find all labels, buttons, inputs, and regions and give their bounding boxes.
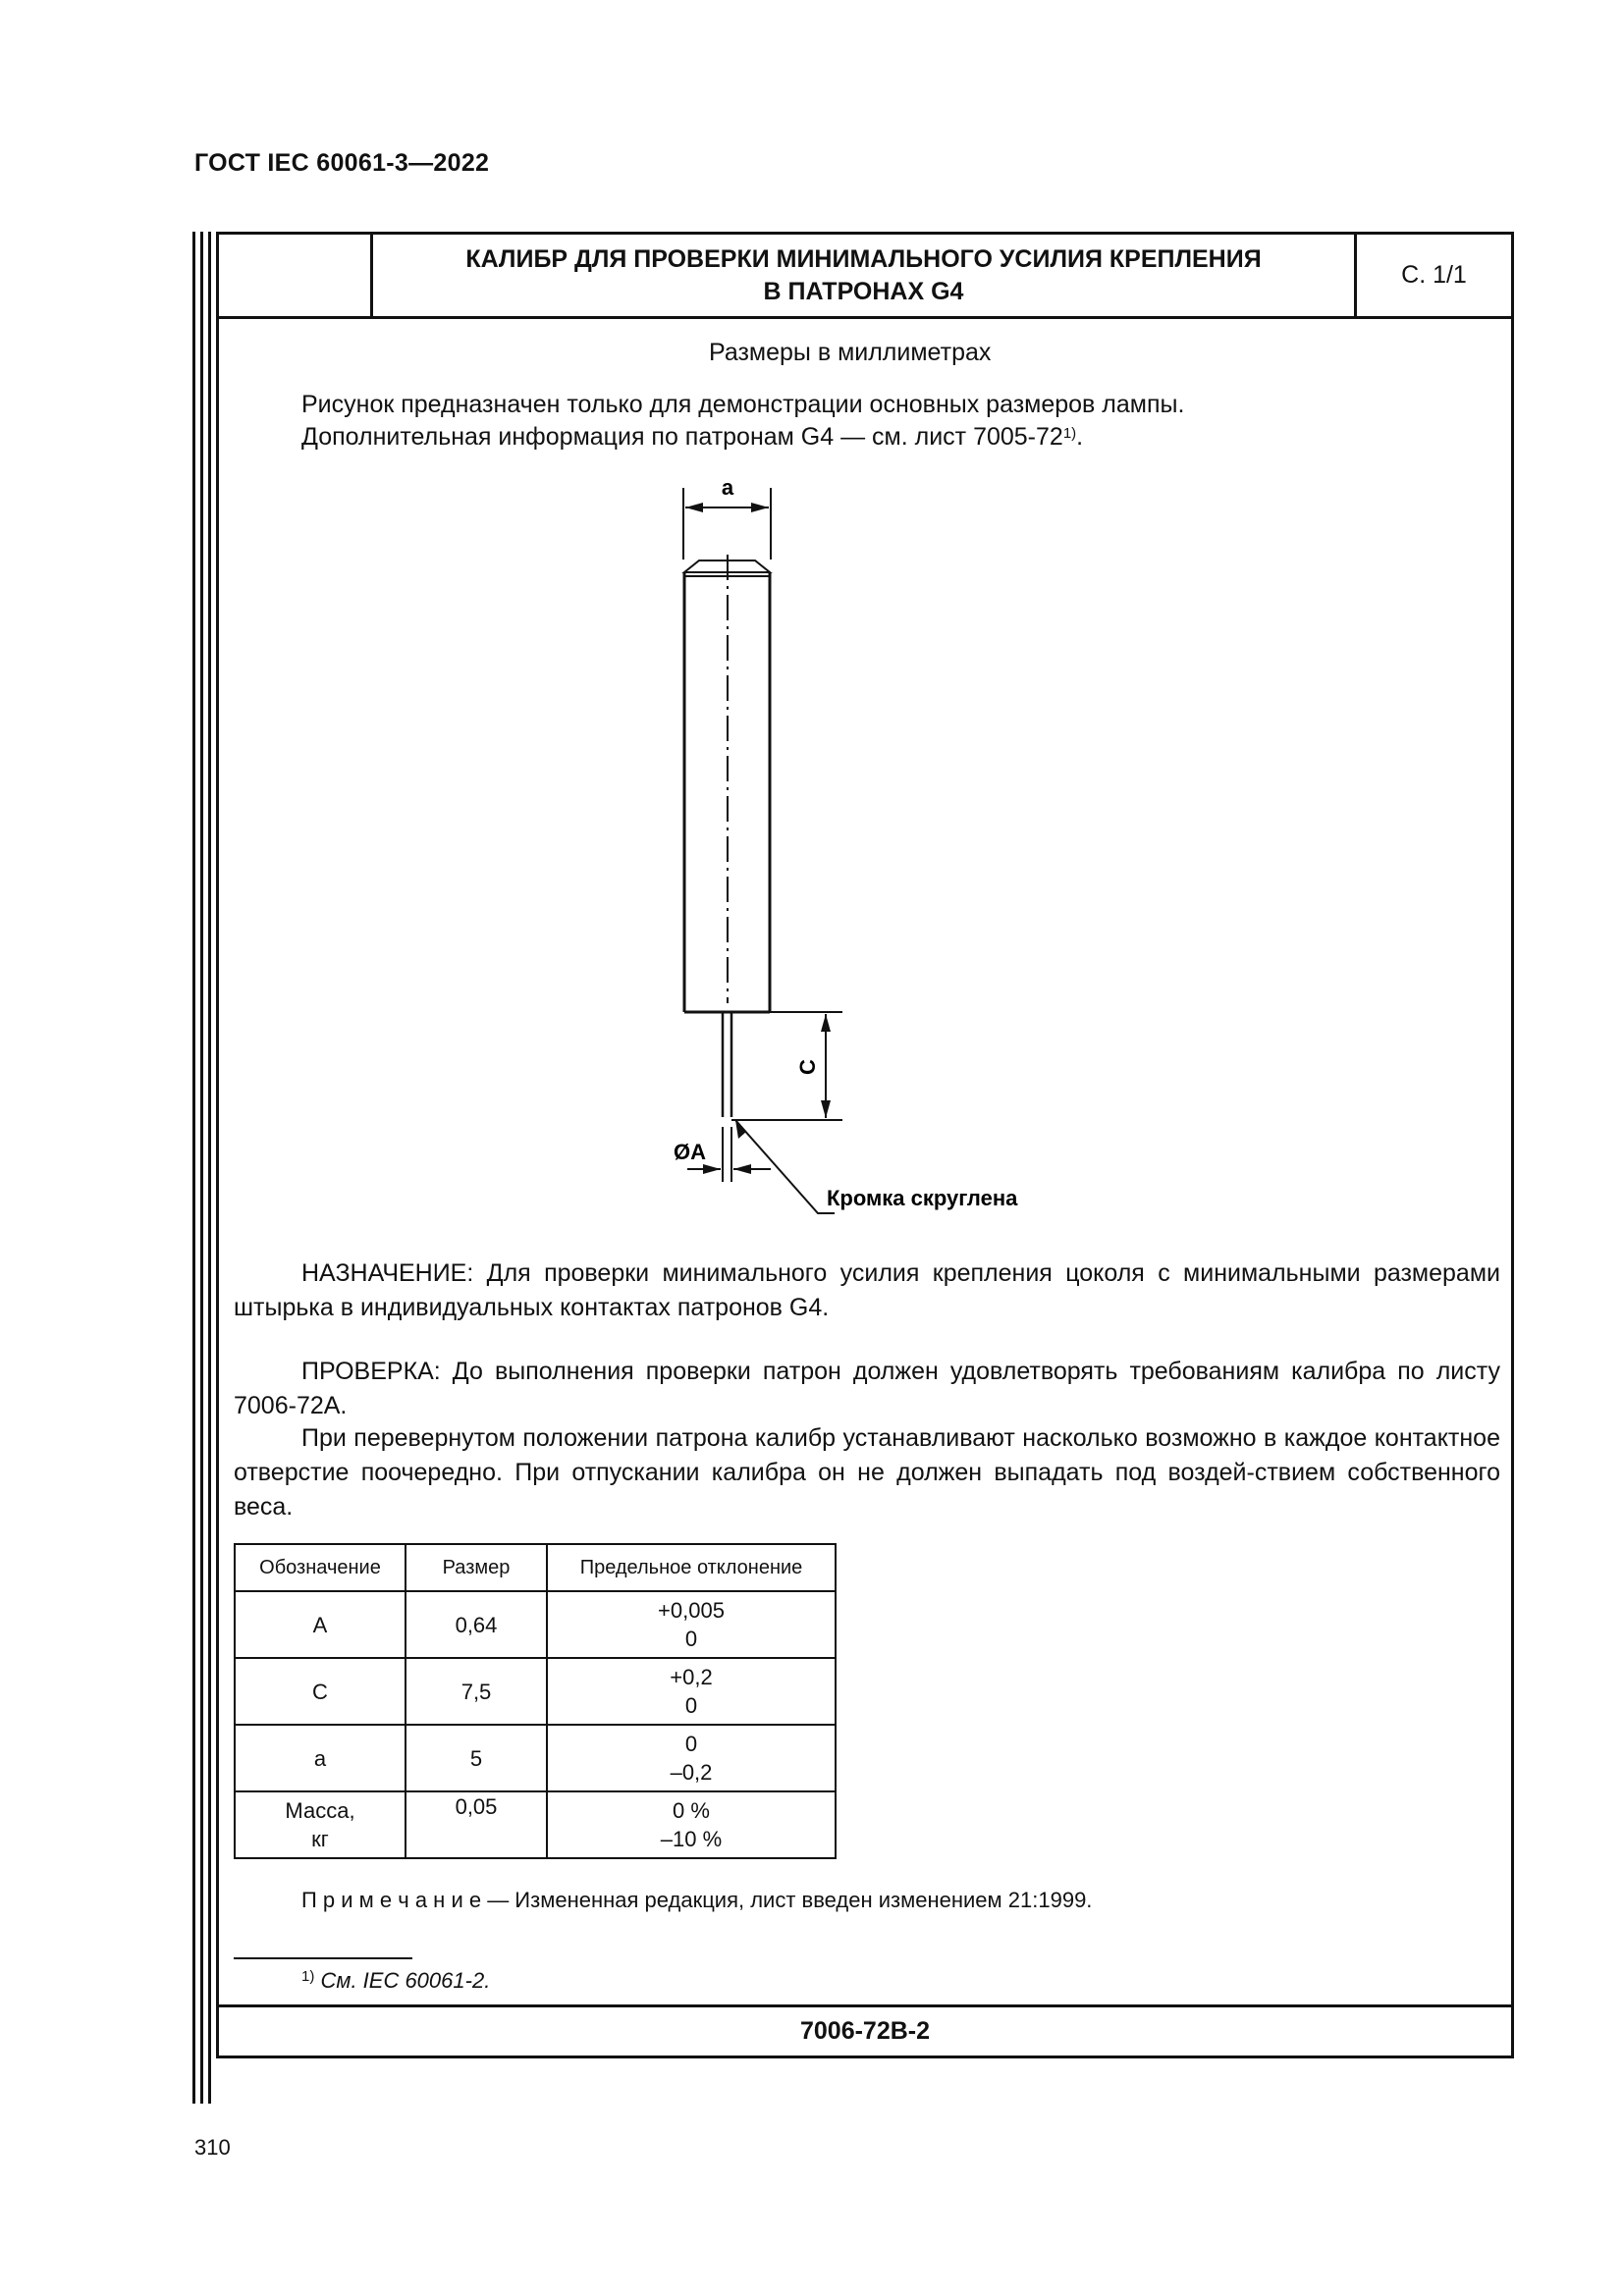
purpose-paragraph: НАЗНАЧЕНИЕ: Для проверки минимального усилия крепления цоколя с минимальными размерами штырька в индивидуальных контактах патронов G4. [234,1259,1500,1321]
designation-cell: C [235,1658,406,1725]
col-header-tolerance: Предельное отклонение [547,1544,836,1591]
designation-cell: A [235,1591,406,1658]
col-header-size: Размер [406,1544,547,1591]
designation-cell: Масса, кг [235,1791,406,1858]
gauge-drawing [648,471,1090,1227]
arrowhead [703,1164,721,1174]
footnote-mark: 1) [301,1968,315,1985]
check-paragraph-1: ПРОВЕРКА: До выполнения проверки патрон должен удовлетворять требованиям калибра по листу 7006-72А. [234,1358,1500,1419]
arrowhead [733,1164,751,1174]
sheet-page-indicator: С. 1/1 [1354,235,1511,316]
title-block [219,235,1511,319]
tolerance-cell: +0,005 0 [547,1591,836,1658]
designation-cell: a [235,1725,406,1791]
intro-line2-text: Дополнительная информация по патронам G4 — см. лист 7005-72 [301,423,1063,451]
intro-line2: Дополнительная информация по патронам G4 — см. лист 7005-72$^{1)}$. [301,423,1084,451]
margin-rule [208,232,211,2104]
tolerance-cell: +0,2 0 [547,1658,836,1725]
margin-rule [192,232,195,2104]
size-cell: 5 [406,1725,547,1791]
table-header-row [235,1544,836,1591]
size-cell: 7,5 [406,1658,547,1725]
margin-rule [200,232,203,2104]
size-cell: 0,05 [406,1791,547,1858]
arrowhead [821,1014,831,1032]
sheet-code: 7006-72B-2 [219,2004,1511,2056]
footnote-separator [234,1957,412,1959]
sheet-title-line2: В ПАТРОНАХ G4 [763,277,964,305]
footnote [301,1963,490,1998]
table-row [235,1591,836,1658]
sheet-title-line1: КАЛИБР ДЛЯ ПРОВЕРКИ МИНИМАЛЬНОГО УСИЛИЯ КРЕПЛЕНИЯ [465,244,1262,273]
tolerance-cell: 0 % –10 % [547,1791,836,1858]
arrowhead [685,503,703,512]
intro-line1: Рисунок предназначен только для демонстрации основных размеров лампы. [301,391,1185,418]
table-row [235,1791,836,1858]
label-c: C [795,1059,820,1075]
col-header-designation: Обозначение [235,1544,406,1591]
sheet-title [373,235,1354,316]
arrowhead [751,503,769,512]
footnote-ref: 1) [1062,425,1077,442]
title-block-empty-cell [219,235,373,316]
table-row [235,1725,836,1791]
label-diam-a: ØA [674,1140,706,1164]
footnote-text: См. IEC 60061-2. [320,1968,491,1993]
dimensions-table [234,1543,837,1859]
check-paragraph-2: При перевернутом положении патрона калибр устанавливают насколько возможно в каждое контактное отверстие поочередно. При отпускании калибра он не должен выпадать под воздей-ствием собственного веса. [234,1424,1500,1521]
tolerance-cell: 0 –0,2 [547,1725,836,1791]
table-row [235,1658,836,1725]
units-note: Размеры в миллиметрах [709,339,992,366]
document-number: ГОСТ IEC 60061-3—2022 [194,149,490,177]
arrowhead [821,1100,831,1118]
label-a: a [721,475,734,500]
size-cell: 0,64 [406,1591,547,1658]
label-edge-rounded: Кромка скруглена [827,1186,1018,1210]
note: П р и м е ч а н и е — Измененная редакция, лист введен изменением 21:1999. [301,1888,1093,1912]
page-number: 310 [194,2135,231,2160]
